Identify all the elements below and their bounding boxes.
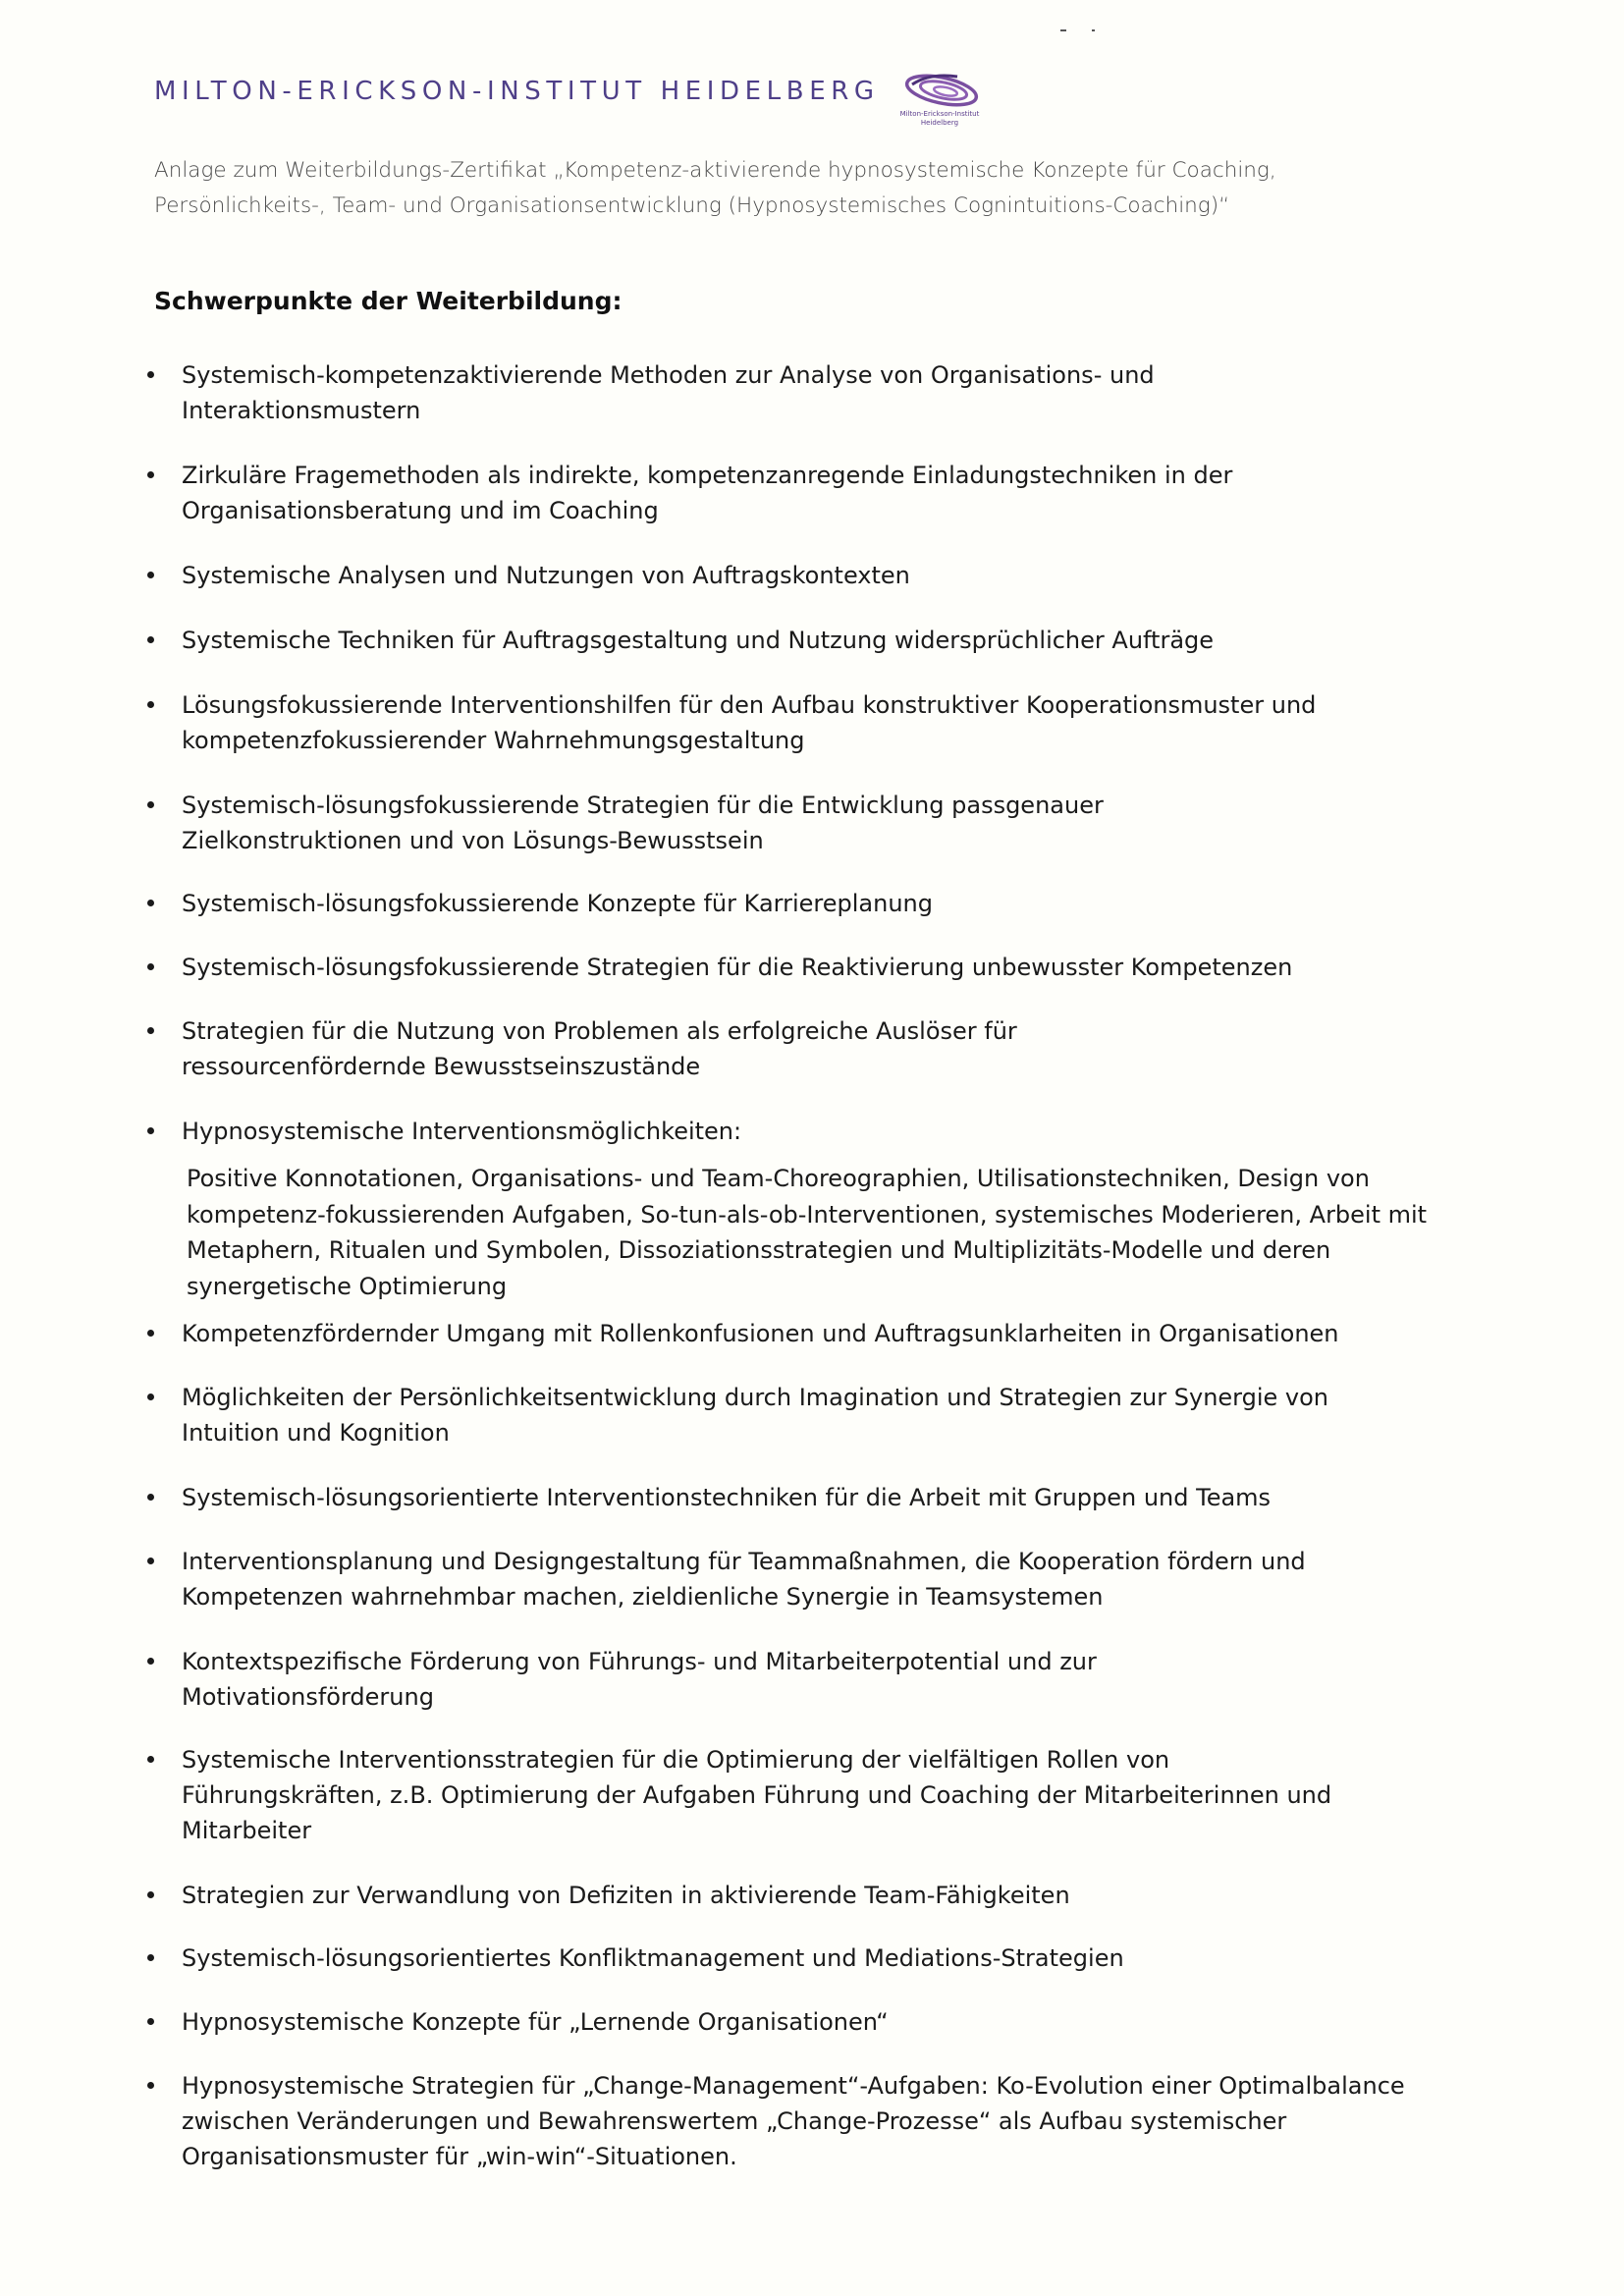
bullet-icon: [147, 2082, 154, 2089]
list-item-line: Kompetenzfördernder Umgang mit Rollenkonfusionen und Auftragsunklarheiten in Organisationen: [182, 1320, 1339, 1347]
list-item-line: Systemische Interventionsstrategien für die Optimierung der vielfältigen Rollen von: [182, 1746, 1170, 1774]
bullet-icon: [147, 1027, 154, 1034]
bullet-icon: [147, 1330, 154, 1337]
list-item-line: Hypnosystemische Interventionsmöglichkeiten:: [182, 1118, 742, 1145]
institute-name: MILTON-ERICKSON-INSTITUT HEIDELBERG: [154, 77, 880, 106]
bullet-icon: [147, 963, 154, 970]
list-item-line: Motivationsförderung: [182, 1683, 434, 1711]
list-item-line: Zirkuläre Fragemethoden als indirekte, kompetenzanregende Einladungstechniken in der: [182, 462, 1233, 489]
institute-logo: [871, 71, 1008, 128]
bullet-icon: [147, 900, 154, 906]
list-item-line: Systemisch-lösungsfokussierende Strategien für die Reaktivierung unbewusster Kompetenzen: [182, 954, 1293, 981]
list-item-line: Führungskräften, z.B. Optimierung der Aufgaben Führung und Coaching der Mitarbeiterinnen und: [182, 1781, 1332, 1809]
list-item-line: Kontextspezifische Förderung von Führungs- und Mitarbeiterpotential und zur: [182, 1648, 1097, 1675]
bullet-icon: [147, 1756, 154, 1763]
document-header: [154, 71, 1470, 130]
list-item-line: Strategien zur Verwandlung von Defiziten in aktivierende Team-Fähigkeiten: [182, 1882, 1070, 1909]
list-item-line: Intuition und Kognition: [182, 1419, 450, 1447]
list-item-line: Strategien für die Nutzung von Problemen als erfolgreiche Auslöser für: [182, 1017, 1017, 1045]
list-item-line: Möglichkeiten der Persönlichkeitsentwicklung durch Imagination und Strategien zur Synergie von: [182, 1384, 1329, 1411]
list-item-line: Systemisch-lösungsfokussierende Konzepte für Karriereplanung: [182, 890, 933, 917]
bullet-icon: [147, 801, 154, 808]
list-item-line: ressourcenfördernde Bewusstseinszustände: [182, 1053, 701, 1080]
spiral-logo-icon: [871, 71, 1008, 110]
list-item-line: Systemisch-kompetenzaktivierende Methoden zur Analyse von Organisations- und: [182, 361, 1155, 389]
list-item-detail-line: Metaphern, Ritualen und Symbolen, Dissoziationsstrategien und Multiplizitäts-Modelle und deren: [187, 1236, 1331, 1264]
list-item-line: Systemisch-lösungsorientierte Interventionstechniken für die Arbeit mit Gruppen und Teams: [182, 1484, 1272, 1511]
intro-text: [154, 153, 1489, 224]
list-item-detail: [187, 1161, 1427, 1304]
bullet-icon: [147, 572, 154, 578]
bullet-icon: [147, 2018, 154, 2025]
list-item-line: Systemische Analysen und Nutzungen von Auftragskontexten: [182, 562, 910, 589]
list-item-line: Systemisch-lösungsfokussierende Strategien für die Entwicklung passgenauer: [182, 792, 1104, 819]
list-item-line: zwischen Veränderungen und Bewahrenswertem „Change-Prozesse“ als Aufbau systemischer: [182, 2107, 1287, 2135]
bullet-icon: [147, 1494, 154, 1501]
bullet-icon: [147, 371, 154, 378]
scan-mark: [1092, 29, 1095, 31]
bullet-icon: [147, 1394, 154, 1400]
logo-caption-line1: Milton-Erickson-Institut: [899, 110, 980, 118]
list-item-line: Organisationsmuster für „win-win“-Situationen.: [182, 2143, 737, 2170]
list-item-line: Interventionsplanung und Designgestaltung für Teammaßnahmen, die Kooperation fördern und: [182, 1548, 1306, 1575]
bullet-icon: [147, 471, 154, 478]
list-item-detail-line: synergetische Optimierung: [187, 1272, 508, 1300]
list-item-line: Hypnosystemische Konzepte für „Lernende Organisationen“: [182, 2008, 889, 2036]
bullet-icon: [147, 1558, 154, 1564]
list-item-line: Hypnosystemische Strategien für „Change-Management“-Aufgaben: Ko-Evolution einer Optimalbalance: [182, 2072, 1405, 2100]
scan-mark: [1060, 29, 1066, 31]
list-item-line: Systemisch-lösungsorientiertes Konfliktmanagement und Mediations-Strategien: [182, 1944, 1124, 1972]
list-item-line: Organisationsberatung und im Coaching: [182, 497, 659, 524]
bullet-icon: [147, 1891, 154, 1898]
logo-caption-line2: Heidelberg: [920, 119, 959, 127]
section-title: Schwerpunkte der Weiterbildung:: [154, 287, 623, 315]
list-item-line: Interaktionsmustern: [182, 397, 421, 424]
list-item-line: Kompetenzen wahrnehmbar machen, zieldienliche Synergie in Teamsystemen: [182, 1583, 1104, 1611]
list-item-line: Systemische Techniken für Auftragsgestaltung und Nutzung widersprüchlicher Aufträge: [182, 627, 1215, 654]
bullet-icon: [147, 1127, 154, 1134]
list-item-detail-line: kompetenz-fokussierenden Aufgaben, So-tun-als-ob-Interventionen, systemisches Moderieren, Arbeit mit: [187, 1200, 1428, 1229]
intro-line: Anlage zum Weiterbildungs-Zertifikat „Kompetenz-aktivierende hypnosystemische Konzepte für Coaching,: [154, 158, 1276, 183]
bullet-icon: [147, 636, 154, 643]
bullet-icon: [147, 1658, 154, 1665]
list-item-detail-line: Positive Konnotationen, Organisations- und Team-Choreographien, Utilisationstechniken, Design von: [187, 1165, 1370, 1192]
list-item-line: Mitarbeiter: [182, 1817, 312, 1844]
list-item-line: Lösungsfokussierende Interventionshilfen für den Aufbau konstruktiver Kooperationsmuster und: [182, 691, 1317, 719]
list-item-line: kompetenzfokussierender Wahrnehmungsgestaltung: [182, 727, 805, 754]
intro-line: Persönlichkeits-, Team- und Organisationsentwicklung (Hypnosystemisches Cognintuitions-Coaching)“: [154, 193, 1230, 218]
bullet-icon: [147, 701, 154, 708]
list-item-line: Zielkonstruktionen und von Lösungs-Bewusstsein: [182, 827, 764, 854]
bullet-icon: [147, 1954, 154, 1961]
